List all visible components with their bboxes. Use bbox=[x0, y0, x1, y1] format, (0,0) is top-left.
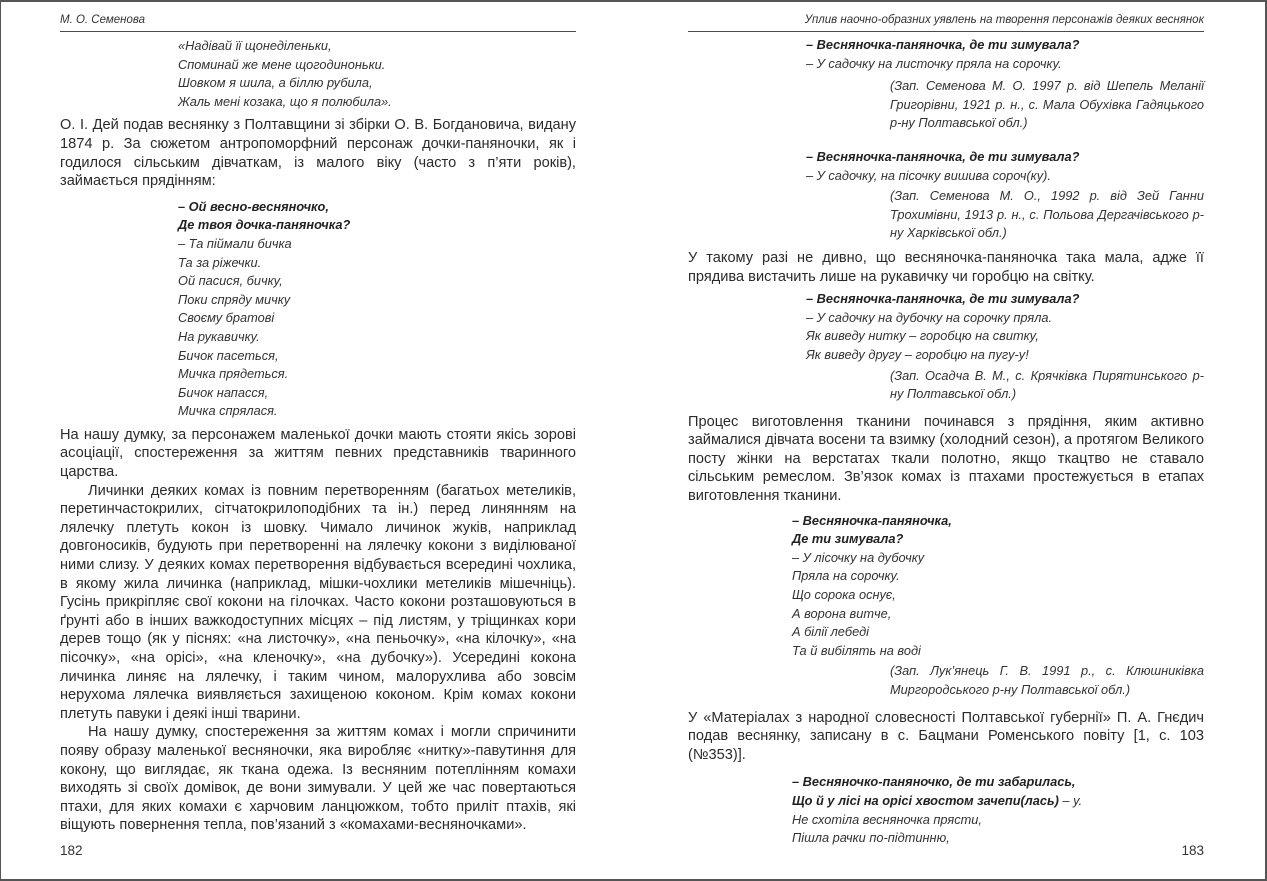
running-head-title: Уплив наочно-образних уявлень на творення персонажів деяких веснянок bbox=[688, 14, 1204, 32]
poem-line-bold: – Весняночко-паняночко, де ти забарилась, bbox=[792, 774, 1076, 790]
left-page-content bbox=[60, 37, 576, 835]
poem-line-bold: – Весняночка-паняночка, де ти зимувала? bbox=[806, 291, 1080, 307]
citation: (Зап. Семенова М. О. 1997 р. від Шепель Меланії Григорівни, 1921 р. н., с. Мала Обухівка Гадяцького р-ну Полтавської обл.) bbox=[890, 78, 1204, 131]
page-number: 183 bbox=[1181, 843, 1204, 858]
poem-1 bbox=[806, 36, 1204, 73]
poem-line: Як виведу нитку – горобцю на свитку, bbox=[806, 328, 1039, 344]
poem-line: Жаль мені козака, що я полюбила». bbox=[178, 93, 392, 109]
poem-line: Бичок напасся, bbox=[178, 384, 269, 400]
poem-line: – У садочку, на пісочку вишива сороч(ку). bbox=[806, 167, 1051, 183]
poem-5 bbox=[792, 773, 1204, 847]
citation: (Зап. Семенова М. О., 1992 р. від Зей Ганни Трохимівни, 1913 р. н., с. Польова Дергачівського р-ну Харківської обл.) bbox=[890, 188, 1204, 241]
poem-line: Бичок пасеться, bbox=[178, 347, 279, 363]
poem-line: А білії лебеді bbox=[792, 624, 870, 640]
poem-line: Та й вибілять на воді bbox=[792, 642, 921, 658]
poem-quote bbox=[178, 37, 576, 111]
right-page-content bbox=[688, 36, 1204, 848]
poem-line: «Надівай її щонеділеньки, bbox=[178, 38, 332, 53]
citation: (Зап. Лук’янець Г. В. 1991 р., с. Клюшниківка Миргородського р-ну Полтавської обл.) bbox=[890, 663, 1204, 697]
poem-line-bold: – Весняночка-паняночка, де ти зимувала? bbox=[806, 37, 1080, 52]
page-number: 182 bbox=[60, 843, 83, 858]
paragraph: На нашу думку, спостереження за життям комах і могли спричинити появу образу маленької весняночки, яка виробляє «нитку»-павутиння для кокону, що виглядає, як ткана одежа. Із весняним потеплінням комахи виходять зі своїх домівок, де вони зимували. У цей же час повертаються птахи, для яких комахи є харчовим ланцюжком, тобто приліт птахів, які віщують повернення тепла, пов’язаний з «комахами-весняночками». bbox=[60, 724, 576, 834]
poem-line: Як виведу другу – горобцю на пугу-у! bbox=[806, 346, 1029, 362]
poem-line: – У лісочку на дубочку bbox=[792, 549, 925, 565]
poem-line: Та за ріжечки. bbox=[178, 254, 262, 270]
paragraph: На нашу думку, за персонажем маленької дочки мають стояти якісь зорові асоціації, спостереження за життям певних представників тваринного царства. bbox=[60, 426, 576, 481]
paragraph: Процес виготовлення тканини починався з прядіння, яким активно займалися дівчата восени та взимку (холодний сезон), а протягом Великого посту жінки на верстатах ткали полотно, якщо ткацтво не ставало сільським ремеслом. Зв’язок комах із птахами простежується в етапах виготовлення тканини. bbox=[688, 413, 1204, 505]
paragraph: У такому разі не дивно, що весняночка-паняночка така мала, адже її прядива вистачить лише на рукавичку чи горобцю на світку. bbox=[688, 249, 1204, 285]
poem-line: Пряла на сорочку. bbox=[792, 568, 900, 584]
poem-vesnianka bbox=[178, 198, 576, 421]
poem-line: Пішла рачки по-підтинню, bbox=[792, 830, 950, 846]
citation: (Зап. Осадча В. М., с. Крячківка Пирятинського р-ну Полтавської обл.) bbox=[890, 367, 1204, 402]
poem-line: Поки спряду мичку bbox=[178, 291, 291, 307]
poem-bold-fragment: Що й у лісі на орісі хвостом зачепи(лась) bbox=[792, 792, 1059, 808]
poem-3 bbox=[806, 290, 1204, 364]
paragraph: О. І. Дей подав веснянку з Полтавщини зі збірки О. В. Богдановича, видану 1874 р. За сюжетом антропоморфний персонаж дочки-паняночки, як і годилося сільським дівчаткам, із малого віку (часто з п’яти років), займається прядінням: bbox=[60, 117, 576, 190]
poem-line: – У садочку на дубочку на сорочку пряла. bbox=[806, 309, 1053, 325]
poem-line: А ворона витче, bbox=[792, 605, 892, 621]
poem-line-bold: – Весняночка-паняночка, де ти зимувала? bbox=[806, 148, 1080, 164]
poem-line: – Та піймали бичка bbox=[178, 235, 292, 251]
poem-line: Шовком я шила, а біллю рубила, bbox=[178, 75, 373, 91]
poem-line-mixed bbox=[792, 792, 1204, 811]
poem-2 bbox=[806, 148, 1204, 185]
poem-tail-fragment: – у. bbox=[1058, 792, 1083, 808]
poem-line: – У садочку на листочку пряла на сорочку. bbox=[806, 55, 1062, 71]
poem-line: Своєму братові bbox=[178, 310, 275, 326]
poem-line-bold: – Ой весно-весняночко, bbox=[178, 198, 329, 214]
poem-line: Мичка спрялася. bbox=[178, 403, 278, 419]
poem-line: Споминай же мене щогодиноньки. bbox=[178, 56, 386, 72]
poem-line: Ой пасися, бичку, bbox=[178, 273, 283, 289]
poem-line-bold: – Весняночка-паняночка, bbox=[792, 512, 952, 528]
paragraph: У «Матеріалах з народної словесності Полтавської губернії» П. А. Гнєдич подав веснянку, записану в с. Бацмани Роменського повіту [1, с. 103 (№353)]. bbox=[688, 709, 1204, 763]
poem-line-bold: Де твоя дочка-паняночка? bbox=[178, 217, 351, 233]
paragraph: Личинки деяких комах із повним перетворенням (багатьох метеликів, перетинчастокрилих, сітчатокрилоподібних та ін.) перед линянням на лялечку плетуть кокон із шовку. Чимало личинок жуків, наприклад довгоносиків, будують при перетворенні на лялечку кокони з виділюваної ними слизу. У деяких комах перетворення відбувається всередині чохлика, в якому жила личинка (наприклад, мішки-чохлики метеликів мішечніць). Гусінь прикріпляє свої кокони на гілочках. Часто кокони розташовуються в ґрунті або в інших важкодоступних місцях – під листям, у тріщинках кори дерев тощо (як у піснях: «на листочку», «на пеньочку», «на кілочку», «на пісочку», «на орісі», «на кленочку», «на дубочку»). Усередині кокона личинка линяє на лялечку, і таким чином, малорухлива або зовсім нерухома лялечка виявляється захищеною коконом. Крім комах кокони плетуть павуки і деякі інші тварини. bbox=[60, 482, 576, 722]
poem-line: Що сорока оснує, bbox=[792, 587, 896, 603]
poem-line-bold: Де ти зимувала? bbox=[792, 531, 904, 547]
running-head-author: М. О. Семенова bbox=[60, 14, 576, 32]
poem-line: Не схотіла весняночка прясти, bbox=[792, 811, 982, 827]
poem-4 bbox=[792, 512, 1204, 661]
poem-line: На рукавичку. bbox=[178, 328, 260, 344]
poem-line: Мичка прядеться. bbox=[178, 366, 289, 382]
